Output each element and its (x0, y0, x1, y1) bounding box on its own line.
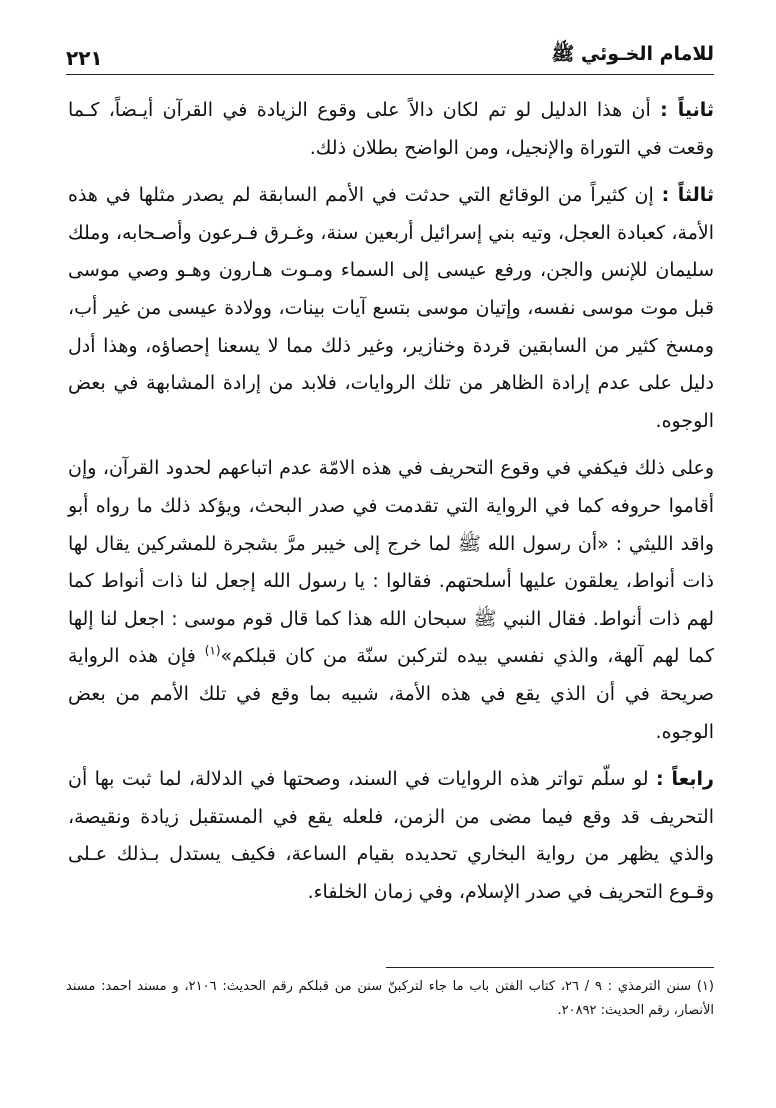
paragraph-second-point (68, 92, 714, 167)
paragraph-lead: رابعاً : (655, 768, 714, 791)
paragraph-lead: ثانياً : (660, 99, 714, 121)
paragraph-text: أن هذا الدليل لو تم لكان دالاً على وقوع الزيادة في القرآن أيـضاً، كـما وقعت في التوراة والإنجيل، ومن الواضح بطلان ذلك. (68, 99, 714, 159)
footnote-divider (386, 967, 714, 968)
main-text (68, 92, 714, 911)
paragraph-text-continued: فإن هذه الرواية صريحة في أن الذي يقع في هذه الأمة، شبيه بما وقع في تلك الأمم من بعض الوجوه. (68, 645, 714, 743)
footnote-reference[interactable]: (١) (204, 643, 221, 658)
running-title: للامام الخـوئي ﷺ (551, 43, 714, 65)
paragraph-third-point (68, 177, 714, 440)
paragraph-fourth-point (68, 761, 714, 911)
paragraph-text: إن كثيراً من الوقائع التي حدثت في الأمم السابقة لم يصدر مثلها في هذه الأمة، كعبادة العجل، وتيه بني إسرائيل أربعين سنة، وغـرق فـرعون وأصـحابه، وملك سليمان للإنس والجن، ورفع عيسى إلى السماء ومـوت هـارون وهـو وصي موسى قبل موت موسى نفسه، وإتيان موسى بتسع آيات بينات، وولادة عيسى من غير أب، ومسخ كثير من السابقين قردة وخنازير، وغير ذلك مما لا يسعنا إحصاؤه، وهذا أدل دليل على عدم إرادة الظاهر من تلك الروايات، فلابد من إرادة المشابهة في بعض الوجوه. (68, 184, 714, 432)
paragraph-text: لو سلّم تواتر هذه الروايات في السند، وصحتها في الدلالة، لما ثبت بها أن التحريف قد وقع فيما مضى من الزمن، فلعله يقع في المستقبل زيادة ونقيصة، والذي يظهر من رواية البخاري تحديده بقيام الساعة، فكيف يستدل بـذلك عـلى وقـوع التحريف في صدر الإسلام، وفي زمان الخلفاء. (68, 768, 714, 903)
paragraph-hadith (68, 450, 714, 751)
page-number: ٢٢١ (66, 46, 103, 70)
page-header (66, 36, 714, 75)
paragraph-text: وعلى ذلك فيكفي في وقوع التحريف في هذه الامّة عدم اتباعهم لحدود القرآن، وإن أقاموا حروفه كما في الرواية التي تقدمت في صدر البحث، ويؤكد ذلك ما رواه أبو واقد الليثي : «أن رسول الله ﷺ لما خرج إلى خيبر مرَّ بشجرة للمشركين يقال لها ذات أنواط، يعلقون عليها أسلحتهم. فقالوا : يا رسول الله إجعل لنا ذات أنواط كما لهم ذات أنواط. فقال النبي ﷺ سبحان الله هذا كما قال قوم موسى : اجعل لنا إلها كما لهم آلهة، والذي نفسي بيده لتركبن سنّة من كان قبلكم» (68, 457, 714, 668)
footnote: (١) سنن الترمذي : ٩ / ٢٦، كتاب الفتن باب ما جاء لتركبنّ سنن من قبلكم رقم الحديث: ٢١٠٦، و مسند احمد: مسند الأنصار، رقم الحديث: ٢٠٨٩٢. (66, 979, 714, 1018)
paragraph-lead: ثالثاً : (661, 184, 714, 207)
